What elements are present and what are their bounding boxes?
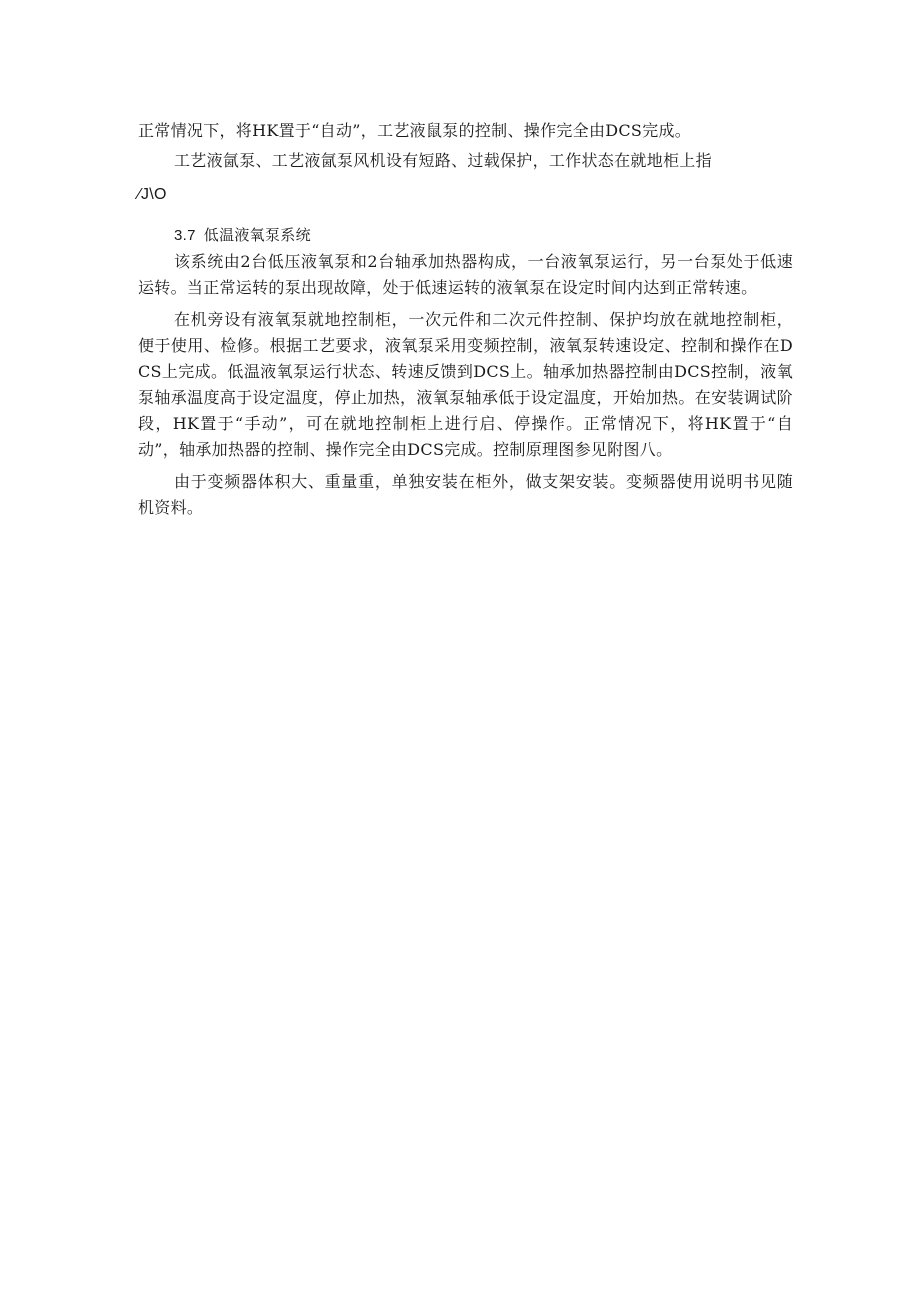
paragraph-fragment: ⁄J\O — [138, 186, 167, 203]
paragraph-system-overview: 该系统由2台低压液氧泵和2台轴承加热器构成，一台液氧泵运行，另一台泵处于低速运转。当正常运转的泵出现故障，处于低速运转的液氧泵在设定时间内达到正常转速。 — [138, 252, 793, 297]
section-heading — [138, 222, 793, 249]
section-title: 低温液氧泵系统 — [203, 226, 311, 244]
section-number: 3.7 — [174, 227, 196, 244]
paragraph-normal-operation: 正常情况下，将HK置于“自动”，工艺液鼠泵的控制、操作完全由DCS完成。 — [138, 121, 692, 140]
paragraph-inverter: 由于变频器体积大、重量重，单独安装在柜外，做支架安装。变频器使用说明书见随机资料。 — [138, 472, 793, 517]
paragraph-protection: 工艺液氤泵、工艺液氤泵风机设有短路、过载保护，工作状态在就地柜上指 — [174, 151, 712, 170]
paragraph-control-cabinet: 在机旁设有液氧泵就地控制柜，一次元件和二次元件控制、保护均放在就地控制柜，便于使用、检修。根据工艺要求，液氧泵采用变频控制，液氧泵转速设定、控制和操作在DCS上完成。低温液氧泵运行状态、转速反馈到DCS上。轴承加热器控制由DCS控制，液氧泵轴承温度高于设定温度，停止加热，液氧泵轴承低于设定温度，开始加热。在安装调试阶段，HK置于“手动”，可在就地控制柜上进行启、停操作。正常情况下，将HK置于“自动”，轴承加热器的控制、操作完全由DCS完成。控制原理图参见附图八。 — [138, 310, 793, 459]
document-body — [138, 118, 793, 521]
